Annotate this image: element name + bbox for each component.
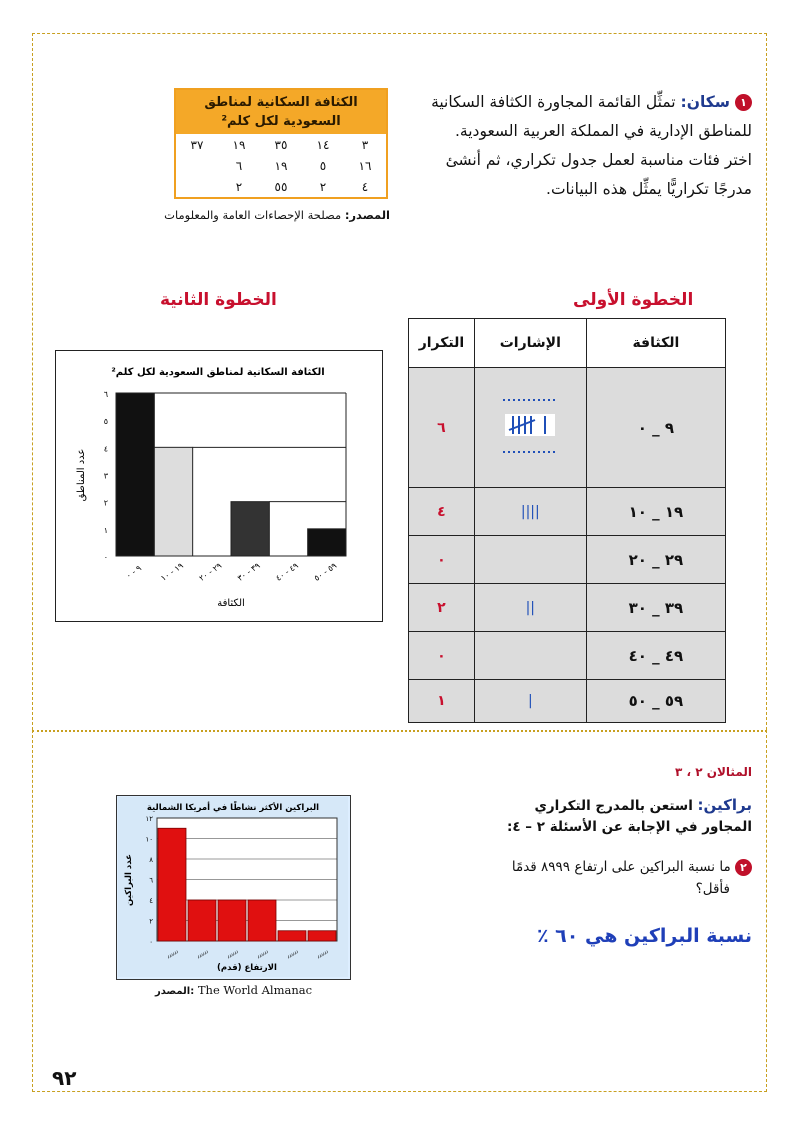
y-tick-label: ٦	[103, 390, 108, 399]
problem-keyword: سكان:	[680, 93, 731, 111]
question-number-badge: ٢	[735, 859, 752, 876]
y-tick-label: ٢	[149, 917, 153, 926]
volcano-histogram	[116, 795, 351, 980]
class-cell: ٩ _ ٠	[586, 368, 725, 488]
y-tick-label: ٢	[103, 498, 108, 508]
source-label: المصدر:	[154, 986, 195, 997]
x-tick-label: ٫٫٫٫٫٫	[165, 947, 180, 960]
problem-line-1: تمثِّل القائمة المجاورة الكثافة السكانية	[431, 93, 676, 111]
density-table-title: الكثافة السكانية لمناطق السعودية لكل كلم²	[176, 90, 386, 134]
table-row	[176, 155, 386, 176]
histogram-bar	[308, 529, 346, 556]
header-tally: الإشارات	[474, 319, 586, 368]
question-2	[422, 856, 752, 900]
volcano-source	[116, 983, 351, 997]
table-cell: ٦	[235, 158, 243, 173]
example-intro	[422, 795, 752, 838]
histogram-bar	[308, 931, 336, 941]
table-cell: ١٩	[232, 137, 246, 152]
x-tick-label: ٫٫٫٫٫٫	[195, 947, 210, 960]
y-tick-label: ١٠	[145, 835, 153, 844]
table-cell: ١٦	[358, 158, 372, 173]
histogram-bar	[188, 900, 216, 941]
step-1-title: الخطوة الأولى	[573, 290, 694, 310]
volcano-histogram-svg	[117, 796, 349, 978]
section-divider	[32, 730, 767, 732]
count-cell: ٠	[409, 632, 475, 680]
examples-heading: المثالان ٢ ، ٣	[674, 765, 752, 779]
problem-number-badge: ١	[735, 94, 752, 111]
density-histogram-svg	[56, 351, 381, 620]
x-tick-label: ٢٩ - ٢٠	[197, 561, 224, 583]
question-text-2: فأقل؟	[695, 881, 730, 897]
table-cell: ٣٧	[190, 137, 204, 152]
table-cell	[176, 155, 218, 176]
density-values	[176, 134, 386, 197]
count-cell: ١	[409, 680, 475, 723]
table-cell: ٥	[319, 158, 327, 173]
problem-1-text	[397, 88, 752, 204]
chart-title: البراكين الأكثر نشاطًا في أمريكا الشمالية	[146, 803, 320, 813]
density-data-table	[174, 88, 388, 199]
class-cell: ١٩ _ ١٠	[586, 488, 725, 536]
table-header-row	[409, 319, 726, 368]
x-axis-label: الارتفاع (قدم)	[217, 963, 277, 973]
count-cell: ٦	[409, 368, 475, 488]
table-row	[409, 488, 726, 536]
tally-cell	[474, 536, 586, 584]
class-cell: ٤٩ _ ٤٠	[586, 632, 725, 680]
x-tick-label: ٣٩ - ٣٠	[235, 561, 262, 583]
count-cell: ٤	[409, 488, 475, 536]
table-row	[409, 632, 726, 680]
y-axis-label: عدد المناطق	[76, 448, 87, 502]
x-tick-label: ١٩ - ١٠	[159, 561, 185, 583]
table-row	[409, 536, 726, 584]
tally-cell	[474, 368, 586, 488]
class-cell: ٢٩ _ ٢٠	[586, 536, 725, 584]
table-cell: ١٩	[274, 158, 288, 173]
source-label: المصدر:	[344, 208, 390, 222]
tally-cell: |	[474, 680, 586, 723]
x-tick-label: ٤٩ - ٤٠	[274, 561, 300, 583]
frequency-table	[408, 318, 726, 723]
example-text-1: استعن بالمدرج التكراري	[534, 798, 693, 814]
table-cell: ٣٥	[274, 137, 288, 152]
x-tick-label: ٫٫٫٫٫٫	[315, 947, 330, 960]
question-text-1: ما نسبة البراكين على ارتفاع ٨٩٩٩ قدمًا	[511, 859, 731, 875]
y-tick-label: ١	[103, 525, 108, 535]
y-tick-label: ٨	[149, 856, 153, 864]
y-tick-label: ١٢	[145, 815, 153, 823]
problem-line-2: للمناطق الإدارية في المملكة العربية السعودية.	[454, 122, 752, 140]
density-source	[160, 208, 390, 222]
table-cell: ٢	[319, 179, 327, 194]
problem-line-3: اختر فئات مناسبة لعمل جدول تكراري، ثم أنشئ	[445, 151, 752, 169]
table-row	[409, 680, 726, 723]
tally-mark-drawing	[485, 386, 575, 466]
y-axis-label: عدد البراكين	[124, 854, 134, 906]
table-row	[409, 368, 726, 488]
header-frequency: التكرار	[409, 319, 475, 368]
histogram-bar	[218, 900, 246, 941]
example-text-2: المجاور في الإجابة عن الأسئلة ٢ – ٤:	[506, 819, 752, 835]
chart-title: الكثافة السكانية لمناطق السعودية لكل كلم²	[111, 367, 325, 378]
table-cell: ٢	[235, 179, 243, 194]
problem-line-4: مدرجًا تكراريًّا يمثِّل هذه البيانات.	[546, 180, 752, 198]
x-tick-label: ٥٩ - ٥٠	[312, 561, 339, 583]
class-cell: ٣٩ _ ٣٠	[586, 584, 725, 632]
y-tick-label: ٣	[103, 471, 108, 481]
source-text: مصلحة الإحصاءات العامة والمعلومات	[164, 208, 342, 222]
class-cell: ٥٩ _ ٥٠	[586, 680, 725, 723]
count-cell: ٠	[409, 536, 475, 584]
density-histogram	[55, 350, 383, 622]
histogram-bar	[278, 931, 306, 941]
page-number: ٩٢	[52, 1066, 77, 1090]
x-tick-label: ٫٫٫٫٫٫	[225, 947, 240, 960]
x-tick-label: ٫٫٫٫٫٫	[255, 947, 270, 960]
y-tick-label: ٠	[103, 553, 108, 562]
y-tick-label: ٥	[103, 417, 108, 427]
histogram-bar	[231, 502, 269, 556]
x-axis-label: الكثافة	[217, 598, 245, 609]
histogram-bar	[116, 393, 154, 556]
histogram-bar	[248, 900, 276, 941]
step-2-title: الخطوة الثانية	[160, 290, 277, 310]
answer-text: نسبة البراكين هي ٦٠ ٪	[536, 925, 752, 947]
header-density: الكثافة	[586, 319, 725, 368]
x-tick-label: ٫٫٫٫٫٫	[285, 947, 300, 960]
table-row	[176, 134, 386, 155]
histogram-bar	[158, 828, 186, 941]
table-row	[409, 584, 726, 632]
y-tick-label: ٦	[149, 876, 153, 885]
table-cell	[176, 176, 218, 197]
source-text: The World Almanac	[197, 983, 313, 997]
table-cell: ٤	[361, 179, 369, 194]
table-row	[176, 176, 386, 197]
y-tick-label: ٤	[103, 444, 108, 454]
histogram-bar	[154, 447, 192, 556]
table-cell: ١٤	[316, 137, 330, 152]
table-cell: ٥٥	[274, 179, 288, 194]
y-tick-label: ٤	[149, 897, 153, 905]
example-keyword: براكين:	[697, 796, 752, 814]
tally-cell: ||||	[474, 488, 586, 536]
count-cell: ٢	[409, 584, 475, 632]
x-tick-label: ٩ - ٠	[124, 563, 144, 581]
tally-cell: ||	[474, 584, 586, 632]
table-cell: ٣	[361, 137, 369, 152]
tally-cell	[474, 632, 586, 680]
y-tick-label: ٠	[149, 938, 153, 946]
